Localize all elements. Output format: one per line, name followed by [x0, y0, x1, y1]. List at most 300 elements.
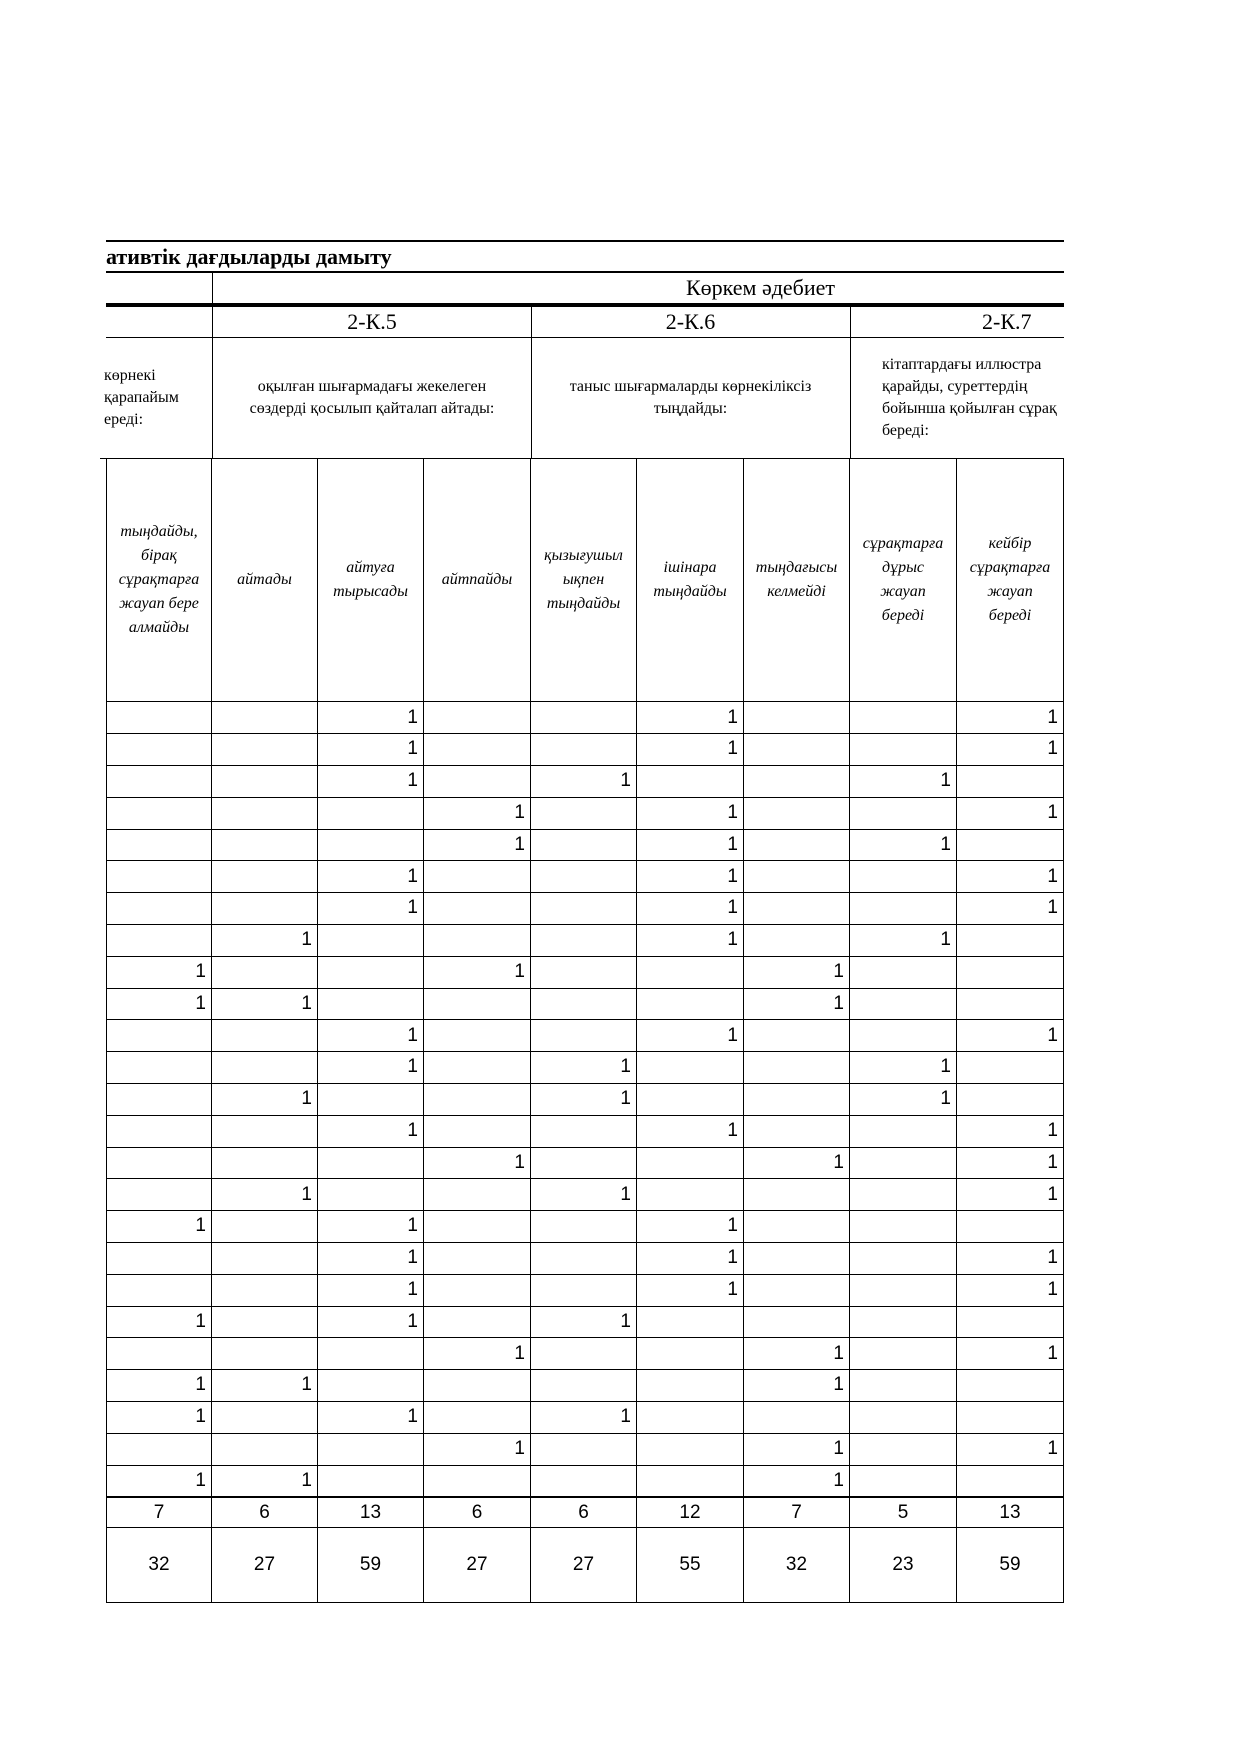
table-cell [531, 766, 637, 798]
column-header [957, 458, 1064, 702]
cell-value: 1 [833, 961, 844, 983]
table-cell [744, 829, 850, 861]
table-cell [318, 1243, 424, 1275]
percentage-cell: 27 [531, 1528, 637, 1603]
table-cell [106, 829, 212, 861]
table-cell [212, 1465, 318, 1497]
table-cell [637, 988, 744, 1020]
table-cell [744, 734, 850, 766]
table-cell [637, 1243, 744, 1275]
table-cell [106, 1465, 212, 1497]
table-cell [957, 1338, 1064, 1370]
table-cell [637, 1338, 744, 1370]
column-header [424, 458, 531, 702]
cell-value: 1 [1047, 706, 1058, 728]
table-cell [424, 956, 531, 988]
cell-value: 1 [620, 770, 631, 792]
table-cell [106, 1402, 212, 1434]
table-cell [106, 1052, 212, 1084]
cell-value: 1 [1047, 738, 1058, 760]
table-cell [424, 1274, 531, 1306]
top-rule [106, 240, 1064, 242]
cell-value: 1 [514, 802, 525, 824]
percentage-cell: 27 [424, 1528, 531, 1603]
table-cell [212, 1338, 318, 1370]
cell-value: 1 [407, 897, 418, 919]
table-cell [531, 1243, 637, 1275]
table-cell [850, 1147, 957, 1179]
table-cell [850, 1179, 957, 1211]
table-cell [637, 1211, 744, 1243]
table-cell [106, 702, 212, 734]
table-cell [850, 1274, 957, 1306]
cell-value: 1 [301, 1088, 312, 1110]
table-cell [957, 829, 1064, 861]
table-cell [106, 1338, 212, 1370]
code-2k5 [212, 304, 532, 338]
table-cell [850, 829, 957, 861]
criteria-2k7 [850, 338, 1064, 459]
table-cell [106, 1370, 212, 1402]
table-cell [637, 1020, 744, 1052]
cell-value: 1 [514, 833, 525, 855]
table-cell [744, 1433, 850, 1465]
table-cell [531, 1020, 637, 1052]
total-cell: 12 [637, 1497, 744, 1528]
cell-value: 1 [833, 1342, 844, 1364]
table-cell [637, 797, 744, 829]
table-cell [744, 1084, 850, 1116]
table-cell [212, 861, 318, 893]
criteria-2k5 [212, 338, 532, 459]
table-cell [957, 1465, 1064, 1497]
table-cell [318, 1147, 424, 1179]
table-cell [957, 1179, 1064, 1211]
total-cell: 6 [424, 1497, 531, 1528]
cell-value: 1 [727, 738, 738, 760]
cell-value: 1 [1047, 1151, 1058, 1173]
table-cell [424, 925, 531, 957]
table-cell [744, 1211, 850, 1243]
table-cell [318, 1465, 424, 1497]
table-cell [106, 1211, 212, 1243]
table-cell [106, 766, 212, 798]
table-cell [318, 1115, 424, 1147]
table-cell [212, 1211, 318, 1243]
table-cell [531, 1306, 637, 1338]
table-cell [318, 734, 424, 766]
cell-value: 1 [407, 1024, 418, 1046]
table-cell [212, 1402, 318, 1434]
table-cell [212, 956, 318, 988]
table-cell [850, 734, 957, 766]
table-cell [106, 1147, 212, 1179]
cell-value: 1 [301, 1374, 312, 1396]
cell-value: 1 [940, 929, 951, 951]
table-cell [637, 734, 744, 766]
code-2k6 [531, 304, 851, 338]
table-cell [531, 734, 637, 766]
table-cell [212, 893, 318, 925]
table-cell [106, 1179, 212, 1211]
table-cell [744, 861, 850, 893]
table-cell [637, 1402, 744, 1434]
table-cell [318, 1211, 424, 1243]
table-cell [744, 1243, 850, 1275]
cell-value: 1 [407, 1215, 418, 1237]
cell-value: 1 [727, 1247, 738, 1269]
cell-value: 1 [727, 833, 738, 855]
table-cell [318, 1338, 424, 1370]
table-cell [212, 702, 318, 734]
table-cell [850, 956, 957, 988]
table-cell [212, 988, 318, 1020]
cell-value: 1 [620, 1183, 631, 1205]
table-cell [531, 956, 637, 988]
table-cell [424, 1179, 531, 1211]
table-cell [212, 1370, 318, 1402]
table-cell [424, 1147, 531, 1179]
cell-value: 1 [195, 992, 206, 1014]
cell-value: 1 [407, 1406, 418, 1428]
column-header [318, 458, 424, 702]
table-cell [424, 797, 531, 829]
table-cell [957, 1211, 1064, 1243]
table-cell [531, 893, 637, 925]
table-cell [531, 797, 637, 829]
column-header [212, 458, 318, 702]
column-header [744, 458, 850, 702]
table-cell [531, 1402, 637, 1434]
table-cell [744, 1020, 850, 1052]
cell-value: 1 [620, 1406, 631, 1428]
table-cell [850, 1306, 957, 1338]
table-cell [106, 734, 212, 766]
table-cell [850, 702, 957, 734]
percentage-cell: 55 [637, 1528, 744, 1603]
cell-value: 1 [301, 1469, 312, 1491]
table-cell [212, 1433, 318, 1465]
table-cell [424, 1370, 531, 1402]
table-cell [637, 1306, 744, 1338]
cell-value: 1 [514, 1438, 525, 1460]
cell-value: 1 [727, 706, 738, 728]
column-header-text: кейбір сұрақтарға жауап береді [969, 535, 1051, 624]
column-header-text: сұрақтарға дұрыс жауап береді [862, 535, 944, 624]
cell-value: 1 [407, 1310, 418, 1332]
table-cell [531, 1115, 637, 1147]
cell-value: 1 [727, 1279, 738, 1301]
table-cell [744, 766, 850, 798]
table-cell [957, 702, 1064, 734]
subject-label: Көркем әдебиет [685, 274, 836, 300]
table-cell [318, 1052, 424, 1084]
table-cell [957, 1052, 1064, 1084]
column-header [850, 458, 957, 702]
table-cell [531, 1147, 637, 1179]
cell-value: 1 [1047, 1024, 1058, 1046]
table-cell [957, 1020, 1064, 1052]
table-cell [424, 1211, 531, 1243]
cell-value: 1 [407, 1279, 418, 1301]
cell-value: 1 [727, 865, 738, 887]
table-cell [637, 1052, 744, 1084]
table-cell [744, 1338, 850, 1370]
table-cell [850, 1465, 957, 1497]
cell-value: 1 [620, 1088, 631, 1110]
cell-value: 1 [1047, 897, 1058, 919]
table-cell [212, 1306, 318, 1338]
table-cell [850, 988, 957, 1020]
cell-value: 1 [1047, 1120, 1058, 1142]
table-cell [318, 1020, 424, 1052]
table-cell [212, 766, 318, 798]
cell-value: 1 [833, 992, 844, 1014]
cell-value: 1 [620, 1310, 631, 1332]
cell-value: 1 [727, 1024, 738, 1046]
table-cell [850, 1020, 957, 1052]
table-cell [531, 1052, 637, 1084]
table-cell [957, 1084, 1064, 1116]
cell-value: 1 [727, 802, 738, 824]
criteria-2k6 [531, 338, 851, 459]
percentage-cell: 32 [744, 1528, 850, 1603]
cell-value: 1 [940, 1056, 951, 1078]
table-cell [106, 1433, 212, 1465]
table-cell [318, 861, 424, 893]
table-cell [850, 797, 957, 829]
table-cell [637, 956, 744, 988]
table-cell [318, 956, 424, 988]
blank-left-code [106, 304, 213, 338]
table-cell [637, 829, 744, 861]
table-cell [957, 1274, 1064, 1306]
table-cell [637, 766, 744, 798]
cell-value: 1 [407, 1056, 418, 1078]
table-cell [424, 702, 531, 734]
table-cell [531, 1179, 637, 1211]
cell-value: 1 [727, 1120, 738, 1142]
table-cell [850, 861, 957, 893]
table-cell [318, 1433, 424, 1465]
table-cell [106, 1084, 212, 1116]
table-cell [424, 1306, 531, 1338]
cell-value: 1 [940, 770, 951, 792]
cell-value: 1 [833, 1469, 844, 1491]
table-cell [957, 1433, 1064, 1465]
table-cell [850, 1052, 957, 1084]
table-cell [424, 734, 531, 766]
blank-left-top [106, 272, 213, 304]
table-cell [212, 1179, 318, 1211]
table-cell [531, 702, 637, 734]
cell-value: 1 [1047, 1183, 1058, 1205]
percentage-cell: 27 [212, 1528, 318, 1603]
table-cell [106, 1306, 212, 1338]
table-cell [637, 893, 744, 925]
table-cell [212, 1020, 318, 1052]
table-cell [850, 1243, 957, 1275]
table-cell [424, 1465, 531, 1497]
cell-value: 1 [407, 706, 418, 728]
table-cell [850, 1402, 957, 1434]
cell-value: 1 [1047, 1342, 1058, 1364]
table-cell [212, 1084, 318, 1116]
criteria-text: таныс шығармаларды көрнекіліксіз тыңдайды: [569, 378, 812, 417]
cell-value: 1 [195, 1469, 206, 1491]
code-label: 2-К.6 [665, 309, 716, 334]
table-cell [424, 1084, 531, 1116]
section-title: ативтік дағдыларды дамыту [106, 244, 392, 269]
table-cell [424, 1433, 531, 1465]
code-2k7 [850, 304, 1064, 338]
table-cell [744, 1402, 850, 1434]
table-cell [318, 797, 424, 829]
cell-value: 1 [833, 1151, 844, 1173]
cell-value: 1 [195, 1215, 206, 1237]
total-cell: 7 [106, 1497, 212, 1528]
table-cell [637, 925, 744, 957]
table-cell [957, 1147, 1064, 1179]
table-cell [744, 797, 850, 829]
table-cell [744, 1147, 850, 1179]
cell-value: 1 [940, 833, 951, 855]
table-cell [106, 1274, 212, 1306]
table-cell [424, 861, 531, 893]
table-cell [744, 1306, 850, 1338]
table-cell [424, 893, 531, 925]
criteria-text: оқылған шығармадағы жекелеген сөздерді қосылып қайталап айтады: [249, 378, 495, 417]
table-cell [318, 829, 424, 861]
table-cell [957, 925, 1064, 957]
table-cell [424, 1338, 531, 1370]
table-cell [957, 766, 1064, 798]
table-cell [318, 702, 424, 734]
percentage-cell: 32 [106, 1528, 212, 1603]
table-cell [957, 1115, 1064, 1147]
table-cell [850, 1084, 957, 1116]
column-header [637, 458, 744, 702]
cell-value: 1 [620, 1056, 631, 1078]
table-cell [744, 956, 850, 988]
table-cell [850, 1370, 957, 1402]
table-cell [424, 1402, 531, 1434]
table-cell [637, 1179, 744, 1211]
table-cell [212, 829, 318, 861]
table-cell [744, 1370, 850, 1402]
total-cell: 5 [850, 1497, 957, 1528]
column-header-text: тыңдайды, бірақ сұрақтарға жауап бере алмайды [118, 523, 200, 636]
table-cell [212, 1243, 318, 1275]
table-cell [106, 861, 212, 893]
cell-value: 1 [727, 897, 738, 919]
table-cell [744, 1115, 850, 1147]
table-cell [318, 1370, 424, 1402]
cell-value: 1 [301, 992, 312, 1014]
table-cell [106, 925, 212, 957]
table-cell [957, 861, 1064, 893]
table-cell [424, 766, 531, 798]
table-cell [850, 1115, 957, 1147]
cell-value: 1 [1047, 1279, 1058, 1301]
table-cell [318, 893, 424, 925]
code-label: 2-К.5 [347, 309, 397, 334]
criteria-text: көрнекі қарапайым ереді: [104, 367, 179, 428]
table-cell [744, 925, 850, 957]
column-header-text: айтады [237, 571, 292, 588]
cell-value: 1 [1047, 802, 1058, 824]
table-cell [106, 1115, 212, 1147]
table-cell [744, 1179, 850, 1211]
code-label: 2-К.7 [982, 309, 1032, 334]
subject-header [212, 272, 1064, 304]
table-cell [957, 988, 1064, 1020]
table-cell [212, 734, 318, 766]
table-cell [318, 766, 424, 798]
table-cell [531, 925, 637, 957]
table-cell [212, 1052, 318, 1084]
cell-value: 1 [407, 865, 418, 887]
cell-value: 1 [407, 1120, 418, 1142]
table-cell [106, 988, 212, 1020]
column-header-text: тыңдағысы келмейді [755, 559, 838, 600]
column-header-text: айтуға тырысады [333, 559, 408, 600]
table-cell [318, 1179, 424, 1211]
table-cell [744, 1052, 850, 1084]
total-cell: 13 [957, 1497, 1064, 1528]
table-cell [424, 1115, 531, 1147]
cell-value: 1 [940, 1088, 951, 1110]
table-cell [531, 1465, 637, 1497]
table-cell [637, 702, 744, 734]
table-cell [531, 829, 637, 861]
cell-value: 1 [1047, 1438, 1058, 1460]
table-cell [957, 893, 1064, 925]
table-cell [957, 1402, 1064, 1434]
cell-value: 1 [195, 1310, 206, 1332]
column-header-text: ішінара тыңдайды [653, 559, 727, 600]
table-cell [318, 1274, 424, 1306]
total-cell: 6 [531, 1497, 637, 1528]
cell-value: 1 [514, 961, 525, 983]
cell-value: 1 [1047, 1247, 1058, 1269]
column-header-text: қызығушыл ықпен тыңдайды [544, 547, 623, 612]
table-cell [106, 956, 212, 988]
table-cell [850, 893, 957, 925]
total-cell: 13 [318, 1497, 424, 1528]
table-cell [318, 988, 424, 1020]
table-cell [212, 1274, 318, 1306]
table-cell [957, 797, 1064, 829]
cell-value: 1 [407, 738, 418, 760]
table-cell [637, 1084, 744, 1116]
cell-value: 1 [514, 1151, 525, 1173]
table-cell [531, 861, 637, 893]
table-cell [424, 988, 531, 1020]
table-cell [318, 925, 424, 957]
table-cell [424, 1020, 531, 1052]
cell-value: 1 [301, 1183, 312, 1205]
percentage-cell: 23 [850, 1528, 957, 1603]
table-cell [744, 893, 850, 925]
cell-value: 1 [195, 961, 206, 983]
table-cell [212, 925, 318, 957]
cell-value: 1 [833, 1374, 844, 1396]
table-cell [850, 1433, 957, 1465]
table-cell [212, 797, 318, 829]
table-cell [637, 1147, 744, 1179]
table-cell [637, 1274, 744, 1306]
